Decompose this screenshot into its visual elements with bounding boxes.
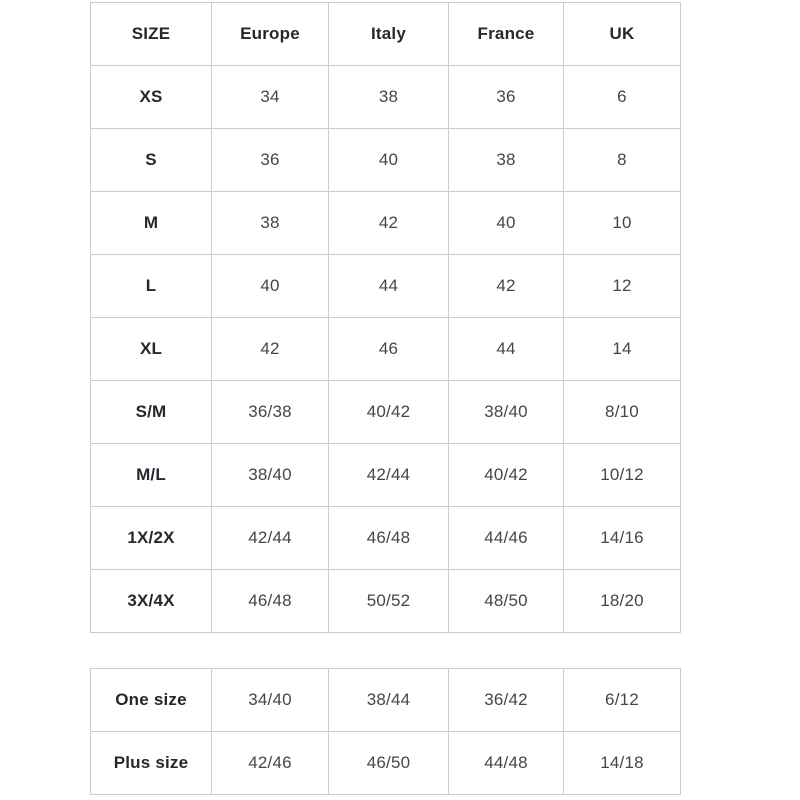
size-value-cell: 42 [329, 192, 449, 255]
header-row [91, 3, 681, 66]
row-label: S [91, 129, 212, 192]
size-value-cell: 36 [449, 66, 564, 129]
column-header-uk: UK [564, 3, 681, 66]
size-value-cell: 14/18 [564, 732, 681, 795]
size-value-cell: 10 [564, 192, 681, 255]
row-label: L [91, 255, 212, 318]
table-row [91, 66, 681, 129]
column-header-france: France [449, 3, 564, 66]
row-label: M/L [91, 444, 212, 507]
row-label: 1X/2X [91, 507, 212, 570]
table-row [91, 444, 681, 507]
column-header-size: SIZE [91, 3, 212, 66]
size-value-cell: 42/44 [212, 507, 329, 570]
size-value-cell: 36/42 [449, 669, 564, 732]
size-value-cell: 42/46 [212, 732, 329, 795]
size-value-cell: 44 [449, 318, 564, 381]
table-row [91, 570, 681, 633]
size-value-cell: 18/20 [564, 570, 681, 633]
size-value-cell: 38/40 [449, 381, 564, 444]
size-value-cell: 36 [212, 129, 329, 192]
size-value-cell: 38/40 [212, 444, 329, 507]
row-label: One size [91, 669, 212, 732]
table-row [91, 318, 681, 381]
size-value-cell: 46 [329, 318, 449, 381]
table-row [91, 732, 681, 795]
size-value-cell: 44/48 [449, 732, 564, 795]
size-value-cell: 34 [212, 66, 329, 129]
row-label: XL [91, 318, 212, 381]
special-sizes-table-body [91, 669, 681, 795]
size-value-cell: 44 [329, 255, 449, 318]
size-value-cell: 38/44 [329, 669, 449, 732]
size-value-cell: 6/12 [564, 669, 681, 732]
size-value-cell: 12 [564, 255, 681, 318]
size-value-cell: 50/52 [329, 570, 449, 633]
table-row [91, 192, 681, 255]
size-table-header [91, 3, 681, 66]
size-value-cell: 14 [564, 318, 681, 381]
row-label: XS [91, 66, 212, 129]
table-row [91, 255, 681, 318]
size-value-cell: 40/42 [329, 381, 449, 444]
size-value-cell: 42/44 [329, 444, 449, 507]
column-header-europe: Europe [212, 3, 329, 66]
size-value-cell: 40 [449, 192, 564, 255]
size-value-cell: 44/46 [449, 507, 564, 570]
special-sizes-table [90, 668, 681, 795]
table-row [91, 507, 681, 570]
size-value-cell: 10/12 [564, 444, 681, 507]
table-row [91, 129, 681, 192]
row-label: 3X/4X [91, 570, 212, 633]
size-value-cell: 42 [212, 318, 329, 381]
size-value-cell: 8/10 [564, 381, 681, 444]
size-value-cell: 34/40 [212, 669, 329, 732]
row-label: S/M [91, 381, 212, 444]
row-label: M [91, 192, 212, 255]
size-value-cell: 38 [329, 66, 449, 129]
size-conversion-table [90, 2, 681, 633]
table-row [91, 669, 681, 732]
column-header-italy: Italy [329, 3, 449, 66]
size-value-cell: 14/16 [564, 507, 681, 570]
size-value-cell: 46/48 [329, 507, 449, 570]
size-value-cell: 40/42 [449, 444, 564, 507]
size-table-body [91, 66, 681, 633]
size-value-cell: 6 [564, 66, 681, 129]
size-value-cell: 38 [449, 129, 564, 192]
size-value-cell: 46/50 [329, 732, 449, 795]
size-value-cell: 48/50 [449, 570, 564, 633]
size-value-cell: 40 [212, 255, 329, 318]
size-value-cell: 38 [212, 192, 329, 255]
size-value-cell: 8 [564, 129, 681, 192]
table-row [91, 381, 681, 444]
size-value-cell: 46/48 [212, 570, 329, 633]
size-value-cell: 36/38 [212, 381, 329, 444]
size-value-cell: 42 [449, 255, 564, 318]
row-label: Plus size [91, 732, 212, 795]
size-value-cell: 40 [329, 129, 449, 192]
